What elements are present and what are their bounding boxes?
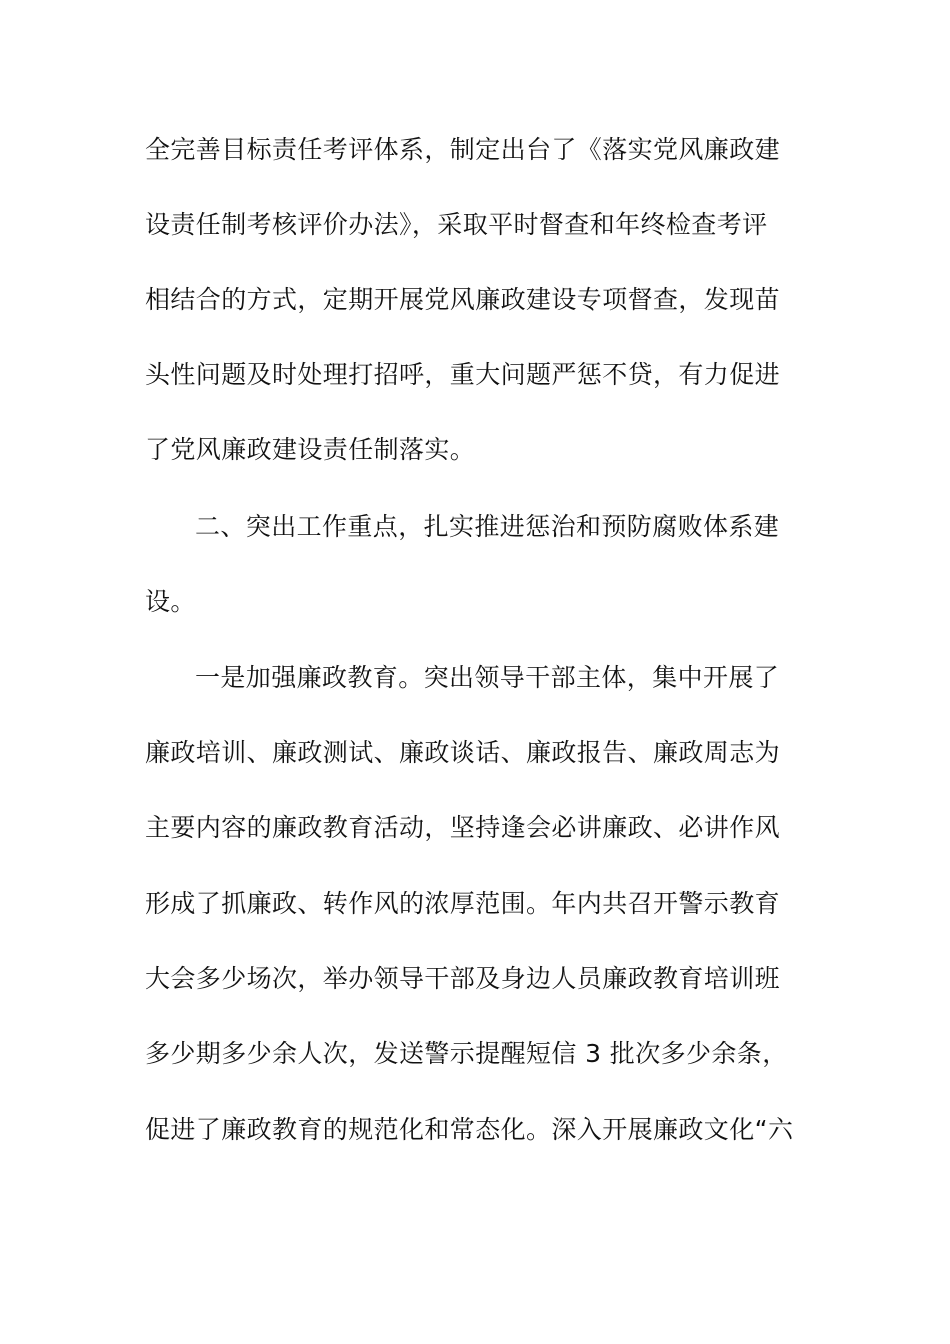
paragraph-line: 全完善目标责任考评体系，制定出台了《落实党风廉政建 xyxy=(145,135,781,164)
paragraph-line: 相结合的方式，定期开展党风廉政建设专项督查，发现苗 xyxy=(145,285,781,314)
section-heading-line: 二、突出工作重点，扎实推进惩治和预防腐败体系建 xyxy=(195,512,780,541)
paragraph-line: 廉政培训、廉政测试、廉政谈话、廉政报告、廉政周志为 xyxy=(145,738,781,767)
paragraph-line: 一是加强廉政教育。突出领导干部主体，集中开展了 xyxy=(195,663,780,692)
paragraph-line: 主要内容的廉政教育活动，坚持逢会必讲廉政、必讲作风 xyxy=(145,813,781,842)
paragraph-line: 设责任制考核评价办法》，采取平时督查和年终检查考评 xyxy=(145,210,768,239)
paragraph-line: 形成了抓廉政、转作风的浓厚范围。年内共召开警示教育 xyxy=(145,889,781,918)
paragraph-line: 大会多少场次，举办领导干部及身边人员廉政教育培训班 xyxy=(145,964,781,993)
paragraph-line: 了党风廉政建设责任制落实。 xyxy=(145,435,476,464)
section-heading-line: 设。 xyxy=(145,587,196,616)
paragraph-line: 促进了廉政教育的规范化和常态化。深入开展廉政文化“六 xyxy=(145,1115,794,1144)
paragraph-line: 头性问题及时处理打招呼，重大问题严惩不贷，有力促进 xyxy=(145,360,781,389)
paragraph-line: 多少期多少余人次，发送警示提醒短信 3 批次多少余条， xyxy=(145,1039,788,1068)
